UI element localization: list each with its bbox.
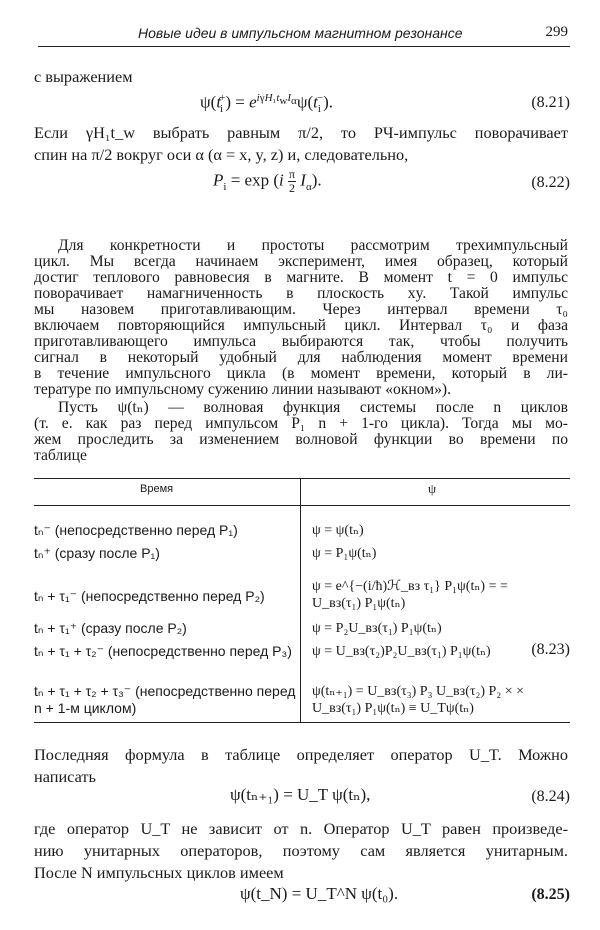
paragraph-4-line-3: жем проследить за изменением волновой функции во времени по — [34, 431, 568, 448]
table-row-3-psi: ψ = e^{−(i/ħ)ℋ_вз τ₁} P₁ψ(tₙ) = = U_вз(τ₁) P₁ψ(tₙ) — [312, 579, 508, 611]
paragraph-4-line-1: Пусть ψ(tₙ) — волновая функция системы после n циклов — [58, 399, 568, 416]
equation-8-24: ψ(tₙ₊₁) = U_T ψ(tₙ), — [230, 785, 371, 804]
paragraph-3-line-6: включаем повторяющийся импульсный цикл. Интервал τ₀ и фаза — [34, 317, 568, 334]
table-row-6-time: tₙ + τ₁ + τ₂ + τ₃⁻ (непосредственно перед n + 1-м циклом) — [34, 683, 296, 716]
paragraph-3-line-8: сигнал в некоторый удобный для наблюдения момент времени — [34, 349, 568, 366]
table-row-6-psi: ψ(tₙ₊₁) = U_вз(τ₃) P₃ U_вз(τ₂) P₂ × × U_вз(τ₁) P₁ψ(tₙ) ≡ U_Tψ(tₙ) — [312, 684, 524, 716]
paragraph-3-line-7: приготавливающего импульса выбираются так, чтобы получить — [34, 333, 568, 350]
table-row-2-time: tₙ⁺ (сразу после P₁) — [34, 545, 160, 561]
table-row-1-time: tₙ⁻ (непосредственно перед P₁) — [34, 522, 238, 538]
paragraph-4-line-4: таблице — [34, 447, 87, 464]
paragraph-3-line-2: цикл. Мы всегда начинаем эксперимент, имея образец, который — [34, 253, 568, 270]
equation-number-8-23: (8.23) — [531, 641, 570, 658]
equation-number-8-21: (8.21) — [531, 94, 570, 111]
paragraph-3-line-1: Для конкретности и простоты рассмотрим трехимпульсный — [58, 237, 568, 254]
paragraph-intro: с выражением — [34, 67, 133, 86]
paragraph-3-line-4: поворачивает намагниченность в плоскость xy. Такой импульс — [34, 285, 568, 302]
table-top-rule — [34, 478, 570, 479]
equation-number-8-25: (8.25) — [531, 886, 570, 903]
equation-8-22: $P_i = \exp (i$ $\frac{\pi}{2}$ $I_\alpha$). — [213, 167, 322, 195]
equation-number-8-22: (8.22) — [531, 174, 570, 191]
paragraph-2-line-2: спин на π/2 вокруг оси α (α = x, y, z) и, следовательно, — [34, 145, 409, 164]
paragraph-3-line-10: тературе по импульсному сужению линии называют «окном»). — [34, 381, 452, 398]
table-header-time: Время — [140, 483, 174, 495]
paragraph-3-line-5: мы назовем приготавливающим. Через интервал времени τ₀ — [34, 301, 568, 318]
table-row-4-time: tₙ + τ₁⁺ (сразу после P₂) — [34, 620, 187, 636]
table-bottom-rule — [34, 722, 570, 723]
table-header-psi: ψ — [428, 481, 437, 496]
table-row-1-psi: ψ = ψ(tₙ) — [312, 523, 364, 538]
equation-8-25: ψ(t_N) = U_T^N ψ(t₀). — [240, 884, 399, 903]
paragraph-6-line-1: где оператор U_T не зависит от n. Оператор U_T равен произведе- — [34, 819, 568, 838]
paragraph-2-line-1: Если γH₁t_w выбрать равным π/2, то РЧ-импульс поворачивает — [34, 123, 568, 142]
paragraph-4-line-2: (т. е. как раз перед импульсом P₁ n + 1-го цикла). Тогда мы мо- — [34, 415, 568, 432]
table-header-rule — [34, 505, 570, 506]
paragraph-3-line-9: в течение импульсного цикла (в момент времени, который в ли- — [34, 365, 568, 382]
table-row-4-psi: ψ = P₂U_вз(τ₁) P₁ψ(tₙ) — [312, 621, 442, 636]
equation-8-21: $\psi(t_i^+) = e^{i\gamma H_1t_wI_\alpha}\psi(t_i^-)$. — [200, 92, 334, 116]
paragraph-6-line-3: После N импульсных циклов имеем — [34, 863, 284, 882]
paragraph-5-line-2: написать — [34, 767, 96, 786]
running-header — [38, 22, 570, 47]
table-row-2-psi: ψ = P₁ψ(tₙ) — [312, 546, 377, 561]
table-row-3-time: tₙ + τ₁⁻ (непосредственно перед P₂) — [34, 588, 265, 604]
paragraph-5-line-1: Последняя формула в таблице определяет оператор U_T. Можно — [34, 745, 568, 764]
paragraph-3-line-3: достиг теплового равновесия в магните. В момент t = 0 импульс — [34, 269, 568, 286]
paragraph-6-line-2: нию унитарных операторов, поэтому сам является унитарным. — [34, 841, 568, 860]
header-title: Новые идеи в импульсном магнитном резонансе — [138, 25, 463, 41]
table-row-5-time: tₙ + τ₁ + τ₂⁻ (непосредственно перед P₃) — [34, 643, 292, 659]
equation-number-8-24: (8.24) — [531, 788, 570, 805]
page-number: 299 — [545, 24, 568, 40]
table-row-5-psi: ψ = U_вз(τ₂)P₂U_вз(τ₁) P₁ψ(tₙ) — [312, 644, 491, 659]
table-column-divider — [300, 478, 301, 722]
